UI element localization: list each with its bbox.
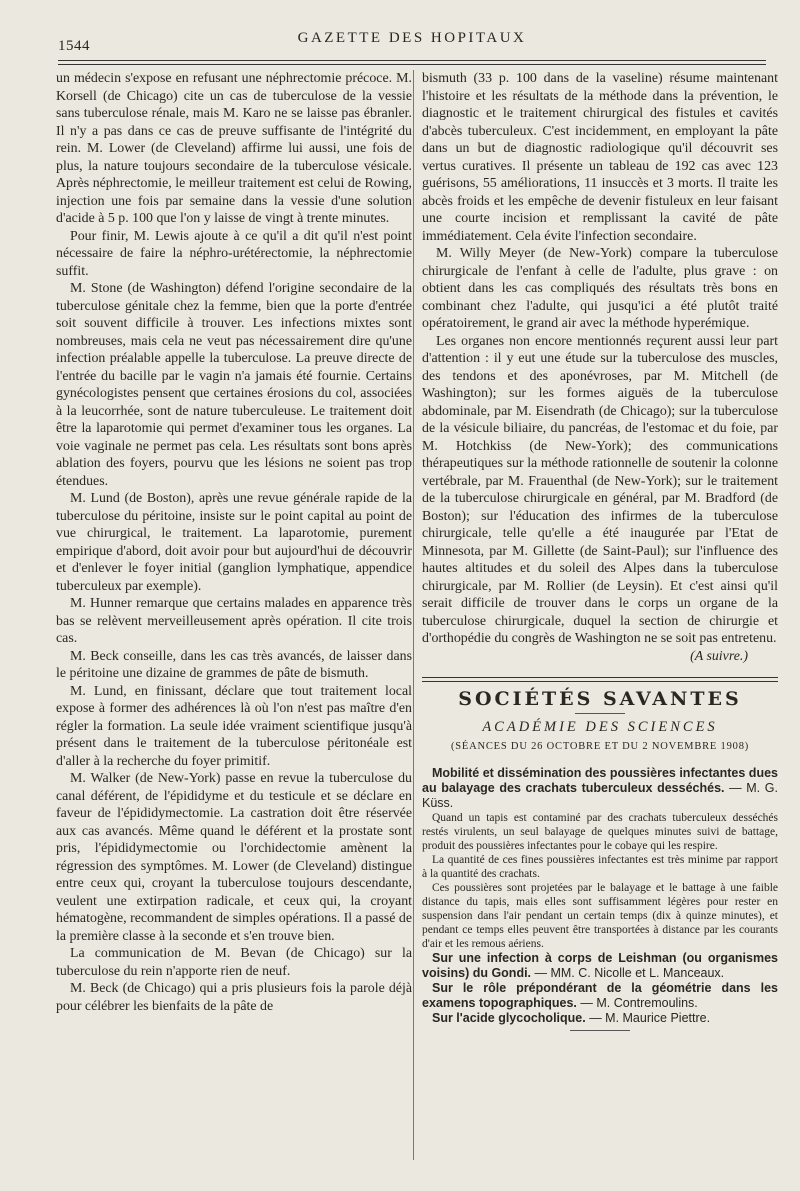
running-head: GAZETTE DES HOPITAUX — [297, 30, 527, 46]
section-title: SOCIÉTÉS SAVANTES — [458, 688, 742, 710]
abstract-title-text: Sur une infection à corps de Leishman (ou organismes voisins) du Gondi. — [422, 950, 778, 980]
paragraph: Les organes non encore mentionnés reçurent aussi leur part d'attention : il y eut une étude sur la tuberculose des muscles, des tendons et des aponévroses, par M. Mitchell (de Washington); sur les formes aiguës de la tuberculose abdominale, par M. Eisendrath (de Chicago); sur la tuberculose de la vésicule biliaire, du pancréas, de l'estomac et du foie, par M. Hotchkiss (de New-York); des communications thérapeutiques sur la méthode rationnelle de soutenir la colonne vertébrale, par M. Frauenthal (de New-York); sur le traitement de la tuberculose chirurgicale en général, par M. Bradford (de Boston); sur l'éducation des infirmes de la tuberculose chirurgicale, telle qu'elle a été inaugurée par l'Etat de Minnesota, par M. Gillette (de Saint-Paul); sur l'influence des hautes altitudes et du soleil des Alpes dans la tuberculose chirurgicale, par M. Rollier (de Leysin). Et c'est ainsi qu'il serait difficile de trouver dans le corps un organe de la tuberculose chirurgicale, duquel la section de chirurgie et d'orthopédie du congrès de Washington ne se soit pas entretenu. — [422, 333, 778, 646]
paragraph: M. Walker (de New-York) passe en revue la tuberculose du canal déférent, de l'épididyme et du testicule et se déclare en faveur de l'épididymectomie. La castration doit être réservée aux cas avancés. Même quand le déférent et la prostate sont pris, l'épididymectomie ou l'orchidectomie amènent la régression des symptômes. M. Lower (de Cleveland) distingue entre ceux qui, croyant la tuberculose toujours descendante, veulent une extirpation radicale, et ceux qui, la croyant hématogène, recommandent de simples opérations. Il a passé de la première classe à la seconde et s'en trouve bien. — [56, 771, 412, 944]
left-column — [56, 70, 412, 1160]
paragraph: M. Lund (de Boston), après une revue générale rapide de la tuberculose du péritoine, insiste sur le point capital au point de vue chirurgical, le traitement. La laparotomie, purement empirique d'abord, doit avoir pour but aujourd'hui de découvrir et d'enlever le foyer initial (ganglion lymphatique, appendice tuberculeux par exemple). — [56, 491, 412, 594]
paragraph: M. Stone (de Washington) défend l'origine secondaire de la tuberculose génitale chez la femme, bien que la porte d'entrée soit souvent difficile à trouver. Les infections mixtes sont nombreuses, mais cela ne veut pas nécessairement dire qu'une infection préalable appelle la tuberculose. La preuve directe de l'entrée du bacille par le vagin n'a jamais été fournie. Certains gynécologistes pensent que certaines érosions du col, associées à la leucorrhée, sont de nature tuberculeuse. Le traitement doit être la laparotomie qui permet d'examiner tous les organes. La voie vaginale ne permet pas cela. Les résultats sont bons après ablation des foyers, pourvu que les lésions ne soient pas trop étendues. — [56, 281, 412, 489]
paragraph: M. Hunner remarque que certains malades en apparence très bas se relèvent merveilleusement après opération. Il cite trois cas. — [56, 596, 412, 646]
section-rule — [422, 677, 778, 678]
header-rule — [58, 60, 766, 61]
right-column-body — [422, 70, 778, 648]
abstract-paragraph: Ces poussières sont projetées par le balayage et le battage à une faible distance du tapis, mais elles sont suffisamment légères pour rester en suspension dans l'air pendant un certain temps (dix à quinze minutes), et pendant ce temps elles peuvent être transportées à distance par les courants d'air et les remous aériens. — [422, 881, 778, 950]
paragraph: M. Willy Meyer (de New-York) compare la tuberculose chirurgicale de l'enfant à celle de l'adulte, plus grave : on obtient dans les cas compliqués des résultats très bons en combinant chez l'adulte, qui jusqu'ici a été plutôt traité opératoirement, le grand air avec la méthode hyperémique. — [422, 246, 778, 331]
abstracts-list — [422, 766, 778, 1026]
paragraph: Pour finir, M. Lewis ajoute à ce qu'il a dit qu'il n'est point nécessaire de faire la néphro-urétérectomie, la néphrectomie suffit. — [56, 228, 412, 279]
section-short-rule — [575, 713, 625, 714]
header-rule-thin — [58, 64, 766, 65]
abstract-author: — M. Contremoulins. — [576, 995, 698, 1010]
to-be-continued: (A suivre.) — [690, 648, 748, 664]
paragraph: La communication de M. Bevan (de Chicago) sur la tuberculose du rein n'apporte rien de neuf. — [56, 946, 412, 979]
abstract-title-text: Mobilité et dissémination des poussières infectantes dues au balayage des crachats tuberculeux desséchés. — [422, 765, 778, 795]
abstract-title — [422, 981, 778, 1011]
abstract-title-text: Sur l'acide glycocholique. — [432, 1010, 586, 1025]
abstract-author: — M. G. Küss. — [422, 780, 778, 810]
abstract-title-text: Sur le rôle prépondérant de la géométrie dans les examens topographiques. — [422, 980, 778, 1010]
paragraph: M. Lund, en finissant, déclare que tout traitement local expose à former des adhérences là où l'on n'est pas maître d'en régler la formation. La seule idée vraiment scientifique jusqu'à présent dans le traitement de la tuberculose péritonéale est d'aller à la recherche du foyer primitif. — [56, 683, 412, 769]
abstract-author: — MM. C. Nicolle et L. Manceaux. — [531, 965, 725, 980]
column-divider — [413, 70, 414, 1160]
paragraph: M. Beck conseille, dans les cas très avancés, de laisser dans le péritoine une dizaine de grammes de pâte de bismuth. — [56, 648, 412, 681]
abstract-title — [422, 766, 778, 811]
abstract-title — [422, 1011, 778, 1026]
academy-heading: ACADÉMIE DES SCIENCES — [482, 718, 718, 735]
page-number: 1544 — [58, 38, 90, 54]
paragraph: un médecin s'expose en refusant une néphrectomie précoce. M. Korsell (de Chicago) cite un cas de tuberculose de la vessie sans tuberculose rénale, mais M. Karo ne se laisse pas ébranler. Il n'y a pas dans ce cas de preuve suffisante de l'intégrité du rein. M. Lower (de Cleveland) affirme lui aussi, une fois de plus, la nature toujours secondaire de la tuberculose vésicale. Après néphrectomie, le meilleur traitement est celui de Rowing, injection une fois par semaine dans la vessie d'une solution d'acide à 5 p. 100 que l'on y laisse de vingt à trente minutes. — [56, 71, 412, 226]
abstract-title — [422, 951, 778, 981]
page-header — [58, 30, 766, 54]
section-rule-thin — [422, 681, 778, 682]
abstract-paragraph: Quand un tapis est contaminé par des crachats tuberculeux desséchés restés virulents, un seul balayage de quelques minutes suivi de battage, produit des poussières infectantes pour le cobaye qui les respire. — [422, 811, 778, 852]
end-rule — [570, 1030, 630, 1031]
abstract-author: — M. Maurice Piettre. — [585, 1010, 711, 1025]
right-column — [422, 70, 778, 1031]
abstract-paragraph: La quantité de ces fines poussières infectantes est très minime par rapport à la quantité des crachats. — [422, 853, 778, 880]
paragraph: bismuth (33 p. 100 dans de la vaseline) résume maintenant l'histoire et les résultats de la méthode dans la prévention, le diagnostic et le traitement chirurgical des fistules et cavités d'abcès tuberculeux. C'est incidemment, en employant la pâte dans un but de diagnostic radiologique qu'il découvrit ses vertus curatives. Il présente un tableau de 192 cas avec 123 guérisons, 55 améliorations, 11 insuccès et 3 morts. Il traite les abcès froids et les empêche de devenir fistuleux en leur faisant une courte incision et remplissant la cavité de pâte immédiatement. Cela évite l'infection secondaire. — [422, 71, 778, 244]
paragraph: M. Beck (de Chicago) qui a pris plusieurs fois la parole déjà pour célébrer les bienfaits de la pâte de — [56, 981, 412, 1014]
sessions-dates: (SÉANCES DU 26 OCTOBRE ET DU 2 NOVEMBRE 1908) — [450, 741, 750, 752]
